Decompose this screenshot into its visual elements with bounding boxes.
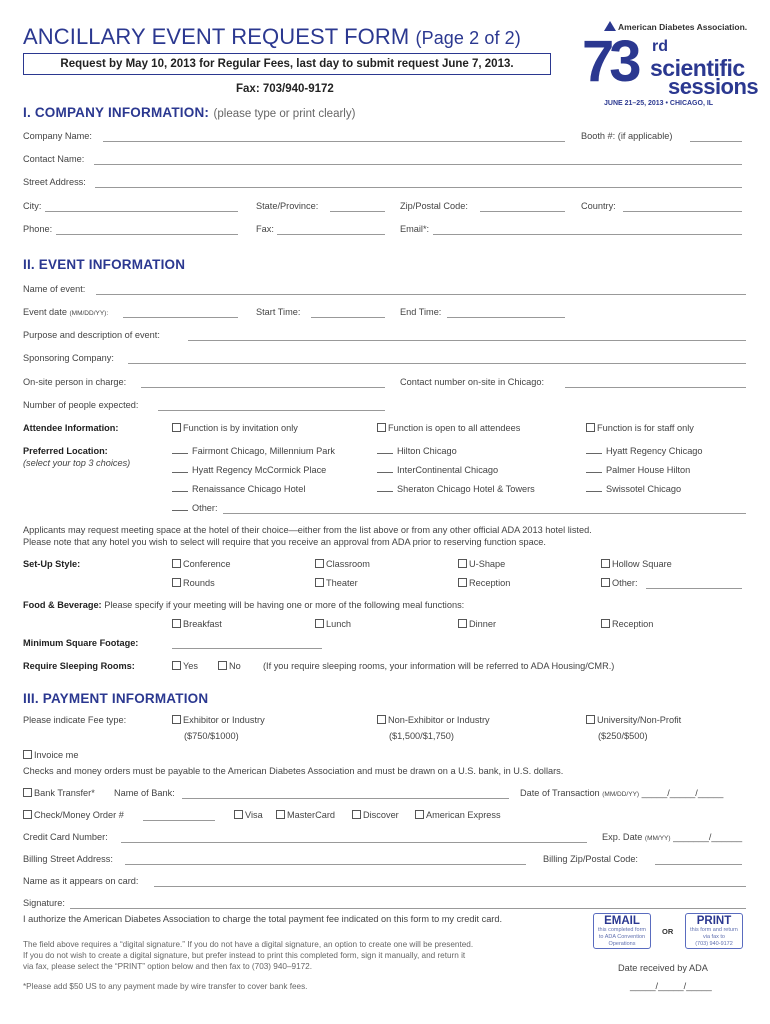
hotel-label: Fairmont Chicago, Millennium Park — [192, 446, 335, 456]
hotel-label: Hilton Chicago — [397, 446, 457, 456]
hotel-option[interactable] — [377, 484, 535, 494]
cc-number-label: Credit Card Number: — [23, 832, 108, 842]
hotel-label: Renaissance Chicago Hotel — [192, 484, 306, 494]
city-field[interactable] — [45, 211, 238, 212]
checkbox[interactable] — [458, 578, 467, 587]
sleeping-rooms-label: Require Sleeping Rooms: — [23, 661, 135, 671]
transaction-date[interactable] — [520, 788, 723, 798]
event-date-label — [23, 307, 108, 317]
checkbox[interactable] — [172, 578, 181, 587]
email-button-sub: this completed form — [598, 927, 646, 933]
option-label: MasterCard — [287, 810, 335, 820]
email-field[interactable] — [433, 234, 742, 235]
option-label: Invoice me — [34, 750, 79, 760]
hotel-option[interactable] — [377, 446, 457, 456]
checkbox[interactable] — [377, 423, 386, 432]
sponsor-field[interactable] — [128, 363, 746, 364]
sponsor-label: Sponsoring Company: — [23, 353, 114, 363]
option-label: Function is by invitation only — [183, 423, 298, 433]
section-company-heading — [23, 104, 355, 122]
onsite-contact-label: Contact number on-site in Chicago: — [400, 377, 545, 387]
booth-label: Booth #: (if applicable) — [581, 131, 673, 141]
attendee-info-label: Attendee Information: — [23, 423, 119, 433]
rank-blank[interactable] — [172, 484, 188, 492]
print-button-sub: this form and return — [690, 927, 738, 933]
logo-rd: rd — [652, 38, 668, 55]
checkbox[interactable] — [23, 750, 32, 759]
signature-label: Signature: — [23, 898, 65, 908]
start-time-label: Start Time: — [256, 307, 301, 317]
event-name-field[interactable] — [96, 294, 746, 295]
digital-signature-note-1: The field above requires a “digital signature.” If you do not have a digital signature, an option to create one will be presented. — [23, 940, 474, 949]
checkbox[interactable] — [172, 559, 181, 568]
company-name-field[interactable] — [103, 141, 565, 142]
option-label: Exhibitor or Industry — [183, 715, 265, 725]
hotel-option[interactable] — [377, 465, 498, 475]
invoice-option[interactable] — [23, 750, 78, 760]
setup-style-label: Set-Up Style: — [23, 559, 81, 569]
company-name-label: Company Name: — [23, 131, 92, 141]
date-received-blank: _____/_____/_____ — [630, 981, 712, 991]
print-button[interactable] — [685, 913, 743, 949]
transaction-date-blank[interactable]: _____/_____/_____ — [641, 788, 724, 798]
print-button-sub: via fax to — [702, 934, 725, 940]
food-beverage-label: Food & Beverage: — [23, 600, 102, 610]
event-name-label: Name of event: — [23, 284, 86, 294]
option-label: Visa — [245, 810, 263, 820]
checkbox[interactable] — [172, 423, 181, 432]
name-on-card-label: Name as it appears on card: — [23, 876, 139, 886]
print-button-sub: (703) 940-9172 — [695, 941, 733, 947]
option-label: No — [229, 661, 241, 671]
food-beverage-text: Please specify if your meeting will be having one or more of the following meal functions: — [104, 600, 465, 610]
hotel-option[interactable] — [586, 484, 681, 494]
event-date-format: (MM/DD/YY): — [69, 310, 109, 317]
zip-label: Zip/Postal Code: — [400, 201, 468, 211]
authorization-text: I authorize the American Diabetes Association to charge the total payment fee indicated on this form to my credit card. — [23, 914, 503, 924]
fb-breakfast-option[interactable] — [172, 619, 222, 629]
fax-number: Fax: 703/940-9172 — [236, 83, 334, 95]
option-label: Other: — [612, 578, 638, 588]
rank-blank[interactable] — [172, 465, 188, 473]
email-button[interactable] — [593, 913, 651, 949]
bank-name-label: Name of Bank: — [114, 788, 175, 798]
start-time-field[interactable] — [311, 317, 385, 318]
checkbox[interactable] — [172, 619, 181, 628]
logo-scientific: scientific — [650, 55, 745, 81]
option-label: Rounds — [183, 578, 215, 588]
checkbox[interactable] — [601, 559, 610, 568]
page-indicator: (Page 2 of 2) — [415, 28, 521, 48]
option-label: University/Non-Profit — [597, 715, 682, 725]
fb-lunch-option[interactable] — [315, 619, 351, 629]
email-button-sub: Operations — [608, 941, 636, 947]
event-date-text: Event date — [23, 307, 67, 317]
attendee-open-option[interactable] — [377, 423, 520, 433]
logo-sessions: sessions — [668, 74, 759, 99]
checkbox[interactable] — [234, 810, 243, 819]
ada-org-name: American Diabetes Association. — [618, 22, 748, 32]
country-field[interactable] — [623, 211, 742, 212]
checkbox[interactable] — [315, 619, 324, 628]
food-beverage-row — [23, 600, 464, 610]
checkbox[interactable] — [377, 715, 386, 724]
option-label: Yes — [183, 661, 198, 671]
checkbox[interactable] — [23, 788, 32, 797]
option-label: Dinner — [469, 619, 497, 629]
email-label: Email*: — [400, 224, 430, 234]
end-time-field[interactable] — [447, 317, 565, 318]
exp-date-blank[interactable]: _______/______ — [673, 832, 743, 842]
billing-zip-field[interactable] — [655, 864, 742, 865]
hotel-other-field[interactable] — [223, 513, 746, 514]
purpose-field[interactable] — [188, 340, 746, 341]
signature-field[interactable] — [70, 908, 746, 909]
rank-blank[interactable] — [586, 446, 602, 454]
purpose-label: Purpose and description of event: — [23, 330, 160, 340]
people-expected-label: Number of people expected: — [23, 400, 139, 410]
setup-rounds-option[interactable] — [172, 578, 215, 588]
attendee-invitation-option[interactable] — [172, 423, 298, 433]
min-sqft-field[interactable] — [172, 648, 322, 649]
hotel-other-option[interactable] — [172, 503, 218, 513]
checkbox[interactable] — [458, 619, 467, 628]
option-label: U-Shape — [469, 559, 506, 569]
ada-logo — [574, 18, 759, 110]
state-field[interactable] — [330, 211, 385, 212]
checkbox[interactable] — [276, 810, 285, 819]
event-date-field[interactable] — [123, 317, 238, 318]
or-separator: OR — [662, 927, 674, 936]
logo-dates: JUNE 21–25, 2013 • CHICAGO, IL — [604, 100, 714, 107]
setup-ushape-option[interactable] — [458, 559, 505, 569]
option-label: American Express — [426, 810, 501, 820]
setup-theater-option[interactable] — [315, 578, 358, 588]
section-company-note: (please type or print clearly) — [213, 108, 356, 120]
hotel-option[interactable] — [172, 484, 305, 494]
card-mastercard-option[interactable] — [276, 810, 335, 820]
checkbox[interactable] — [315, 578, 324, 587]
rank-blank[interactable] — [586, 465, 602, 473]
min-sqft-label: Minimum Square Footage: — [23, 638, 139, 648]
cc-number-field[interactable] — [121, 842, 587, 843]
checkbox[interactable] — [458, 559, 467, 568]
sleeping-no-option[interactable] — [218, 661, 241, 671]
fax-label: Fax: — [256, 224, 274, 234]
setup-classroom-option[interactable] — [315, 559, 370, 569]
form-title — [23, 24, 521, 50]
wire-fee-note: *Please add $50 US to any payment made by wire transfer to cover bank fees. — [23, 982, 308, 991]
onsite-person-label: On-site person in charge: — [23, 377, 127, 387]
hotel-note-1: Applicants may request meeting space at the hotel of their choice—either from the list above or from any other official ADA 2013 hotel listed. — [23, 525, 592, 535]
section-company-title: I. COMPANY INFORMATION: — [23, 105, 210, 120]
email-button-sub: to ADA Convention — [598, 934, 646, 940]
checks-note: Checks and money orders must be payable to the American Diabetes Association and must be drawn on a U.S. bank, in U.S. dollars. — [23, 766, 564, 776]
hotel-label: Hyatt Regency Chicago — [606, 446, 703, 456]
country-label: Country: — [581, 201, 616, 211]
rank-blank[interactable] — [377, 446, 393, 454]
option-label: Non-Exhibitor or Industry — [388, 715, 490, 725]
rank-blank[interactable] — [586, 484, 602, 492]
zip-field[interactable] — [480, 211, 565, 212]
checkbox[interactable] — [352, 810, 361, 819]
deadline-box — [23, 53, 551, 75]
option-label: Theater — [326, 578, 358, 588]
phone-field[interactable] — [56, 234, 238, 235]
option-label: Lunch — [326, 619, 352, 629]
fee-university-option[interactable] — [586, 715, 681, 725]
digital-signature-note-3: via fax, please select the “PRINT” option below and then fax to (703) 940–9172. — [23, 962, 313, 971]
bank-name-field[interactable] — [182, 798, 509, 799]
rank-blank[interactable] — [172, 446, 188, 454]
checkbox[interactable] — [586, 715, 595, 724]
contact-name-label: Contact Name: — [23, 154, 85, 164]
hotel-label: Palmer House Hilton — [606, 465, 691, 475]
fee-university-price: ($250/$500) — [598, 731, 648, 741]
transaction-date-label: Date of Transaction — [520, 788, 600, 798]
hotel-option[interactable] — [586, 446, 703, 456]
fee-non-exhibitor-price: ($1,500/$1,750) — [389, 731, 454, 741]
option-label: Check/Money Order # — [34, 810, 124, 820]
onsite-person-field[interactable] — [141, 387, 385, 388]
setup-reception-option[interactable] — [458, 578, 510, 588]
section-event-title: II. EVENT INFORMATION — [23, 257, 186, 272]
option-label: Function is for staff only — [597, 423, 694, 433]
check-number-field[interactable] — [143, 820, 215, 821]
fax-field[interactable] — [277, 234, 385, 235]
sleeping-yes-option[interactable] — [172, 661, 198, 671]
hotel-label: Sheraton Chicago Hotel & Towers — [397, 484, 535, 494]
option-label: Hollow Square — [612, 559, 672, 569]
state-label: State/Province: — [256, 201, 319, 211]
card-amex-option[interactable] — [415, 810, 501, 820]
hotel-note-2: Please note that any hotel you wish to select will require that you receive an approval from ADA prior to reserving function space. — [23, 537, 546, 547]
fb-reception-option[interactable] — [601, 619, 653, 629]
form-title-main: ANCILLARY EVENT REQUEST FORM — [23, 24, 410, 49]
print-button-label: PRINT — [696, 915, 732, 927]
checkbox[interactable] — [586, 423, 595, 432]
attendee-staff-option[interactable] — [586, 423, 694, 433]
checkbox[interactable] — [601, 578, 610, 587]
option-label: Classroom — [326, 559, 370, 569]
fee-exhibitor-price: ($750/$1000) — [184, 731, 239, 741]
fee-non-exhibitor-option[interactable] — [377, 715, 490, 725]
checkbox[interactable] — [218, 661, 227, 670]
digital-signature-note-2: If you do not wish to create a digital signature, but prefer instead to print this completed form, sign it manually, and return it — [23, 951, 466, 960]
fee-exhibitor-option[interactable] — [172, 715, 265, 725]
end-time-label: End Time: — [400, 307, 442, 317]
billing-address-field[interactable] — [125, 864, 526, 865]
rank-blank[interactable] — [172, 503, 188, 511]
checkbox[interactable] — [415, 810, 424, 819]
deadline-text: Request by May 10, 2013 for Regular Fees, last day to submit request June 7, 2013. — [60, 58, 514, 70]
hotel-label: Swissotel Chicago — [606, 484, 682, 494]
checkbox[interactable] — [172, 715, 181, 724]
setup-other-option[interactable] — [601, 578, 638, 588]
option-label: Reception — [469, 578, 511, 588]
street-address-field[interactable] — [95, 187, 742, 188]
people-expected-field[interactable] — [158, 410, 385, 411]
check-money-order-option[interactable] — [23, 810, 124, 820]
preferred-location-label: Preferred Location: — [23, 446, 108, 456]
option-label: Reception — [612, 619, 654, 629]
logo-73: 73 — [582, 29, 637, 94]
hotel-option[interactable] — [172, 465, 326, 475]
other-label: Other: — [192, 503, 218, 513]
setup-conference-option[interactable] — [172, 559, 231, 569]
booth-field[interactable] — [690, 141, 742, 142]
setup-other-field[interactable] — [646, 588, 742, 589]
fee-type-label: Please indicate Fee type: — [23, 715, 127, 725]
rank-blank[interactable] — [377, 484, 393, 492]
contact-name-field[interactable] — [94, 164, 742, 165]
transaction-date-format: (MM/DD/YY) — [602, 791, 640, 798]
fb-dinner-option[interactable] — [458, 619, 496, 629]
bank-transfer-option[interactable] — [23, 788, 95, 798]
setup-hollow-square-option[interactable] — [601, 559, 672, 569]
rank-blank[interactable] — [377, 465, 393, 473]
billing-address-label: Billing Street Address: — [23, 854, 113, 864]
city-label: City: — [23, 201, 42, 211]
checkbox[interactable] — [601, 619, 610, 628]
sleeping-note: (If you require sleeping rooms, your information will be referred to ADA Housing/CMR.) — [263, 661, 615, 671]
option-label: Discover — [363, 810, 399, 820]
option-label: Function is open to all attendees — [388, 423, 521, 433]
option-label: Bank Transfer* — [34, 788, 95, 798]
exp-date-format: (MM/YY) — [644, 835, 671, 842]
hotel-option[interactable] — [586, 465, 690, 475]
hotel-label: InterContinental Chicago — [397, 465, 499, 475]
email-button-label: EMAIL — [604, 915, 640, 927]
card-discover-option[interactable] — [352, 810, 399, 820]
option-label: Conference — [183, 559, 231, 569]
billing-zip-label: Billing Zip/Postal Code: — [543, 854, 638, 864]
exp-date[interactable] — [602, 832, 742, 842]
exp-date-label: Exp. Date — [602, 832, 643, 842]
onsite-contact-field[interactable] — [565, 387, 746, 388]
preferred-location-sublabel: (select your top 3 choices) — [23, 458, 131, 468]
street-address-label: Street Address: — [23, 177, 86, 187]
checkbox[interactable] — [172, 661, 181, 670]
phone-label: Phone: — [23, 224, 53, 234]
checkbox[interactable] — [315, 559, 324, 568]
name-on-card-field[interactable] — [154, 886, 746, 887]
option-label: Breakfast — [183, 619, 222, 629]
hotel-label: Hyatt Regency McCormick Place — [192, 465, 327, 475]
card-visa-option[interactable] — [234, 810, 263, 820]
hotel-option[interactable] — [172, 446, 335, 456]
date-received-label: Date received by ADA — [618, 963, 708, 973]
section-payment-title: III. PAYMENT INFORMATION — [23, 691, 209, 706]
checkbox[interactable] — [23, 810, 32, 819]
